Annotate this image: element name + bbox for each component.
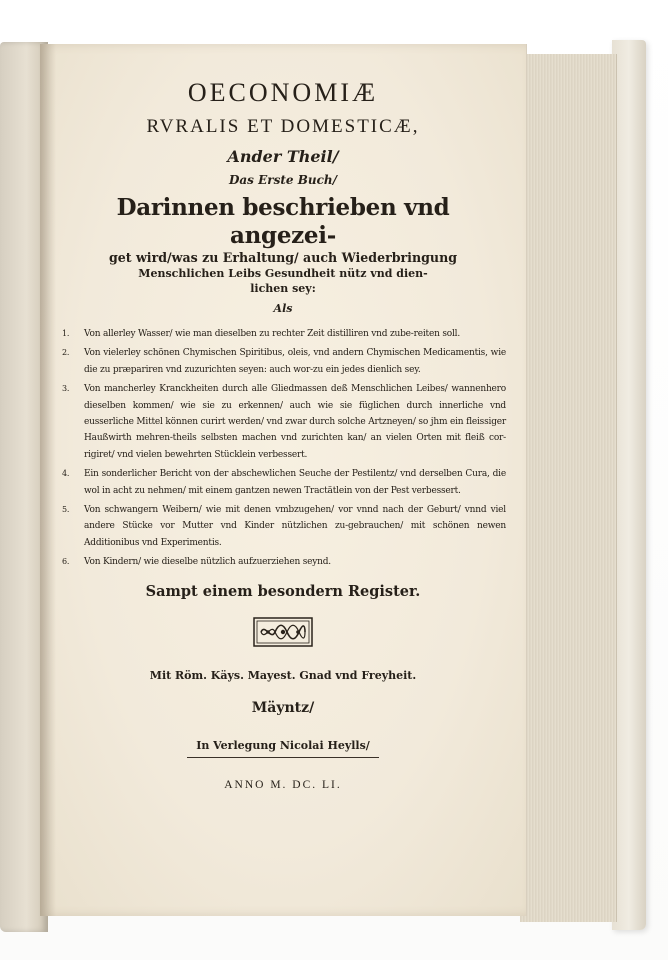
list-item [60,326,506,342]
list-item [60,554,506,570]
subtitle-line-2: get wird/was zu Erhaltung/ auch Wiederbringung [108,250,458,265]
contents-list [60,326,506,571]
title-line-1: OECONOMIÆ [187,78,379,107]
imprint-publisher: In Verlegung Nicolai Heylls/ [196,738,370,752]
item-number: 1. [62,329,70,338]
list-item [60,502,506,551]
imprint-rule [187,757,379,758]
item-number: 6. [62,557,70,567]
list-item [60,466,506,499]
page-edges [520,54,617,922]
item-text: Von vielerley schönen Chymischen Spiritibus, oleis, vnd andern Chymischen Medicamentis, wie die zu præpariren vnd zuzurichten seyen: auch wor-zu ein jedes dienlich sey. [84,348,506,375]
imprint-city: Mäyntz/ [251,699,315,716]
subtitle-line-4: lichen sey: [250,282,316,295]
printer-ornament-icon [253,617,313,647]
item-text: Von mancherley Kranckheiten durch alle Gliedmassen deß Menschlichen Leibes/ wannenhero dieselben kommen/ wie sie zu erkennen/ auch wie sie füglichen durch innerliche vnd eusserliche Mittel können curirt werden/ vnd zwar durch solche Artzneyen/ so jhm ein fleissiger Haußwirth mehren-theils selbsten machen vnd zurichten kan/ an vielen Orten mit fleiß cor-rigiret/ vnd vielen bewehrten Stücklein verbessert. [84,384,506,460]
subtitle-line-1: Darinnen beschrieben vnd angezei- [116,194,450,249]
item-text: Von allerley Wasser/ wie man dieselben zu rechter Zeit distilliren vnd zube-reiten soll. [84,329,461,339]
item-text: Ein sonderlicher Bericht von der abschewlichen Seuche der Pestilentz/ vnd derselben Cura, die wol in acht zu nehmen/ mit einem gantzen newen Tractätlein von der Pest verbessert. [84,469,506,496]
als-label: Als [273,302,293,315]
imperial-privilege: Mit Röm. Käys. Mayest. Gnad vnd Freyheit. [149,668,417,682]
title-page [40,44,526,916]
part-heading: Ander Theil/ [227,147,339,166]
subtitle-line-3: Menschlichen Leibs Gesundheit nütz vnd dien- [138,267,428,280]
imprint-year: ANNO M. DC. LI. [224,778,342,791]
book-cover-right [612,40,646,930]
list-item [60,345,506,378]
item-text: Von Kindern/ wie dieselbe nützlich aufzuerziehen seynd. [84,557,331,568]
item-number: 2. [62,348,70,358]
item-number: 5. [62,505,70,515]
book-heading: Das Erste Buch/ [229,173,337,187]
register-line: Sampt einem besondern Register. [145,582,421,600]
title-page-content [60,76,506,794]
gutter-shadow [40,44,56,916]
item-number: 4. [62,469,70,479]
item-text: Von schwangern Weibern/ wie mit denen vmbzugehen/ vor vnnd nach der Geburt/ vnnd viel andere Stücke vor Mutter vnd Kinder nützlichen zu-gebrauchen/ mit schönen newen Additionibus vnd Experimentis. [84,505,506,548]
list-item [60,381,506,463]
title-line-2: RVRALIS ET DOMESTICÆ, [146,116,420,137]
item-number: 3. [62,384,70,394]
